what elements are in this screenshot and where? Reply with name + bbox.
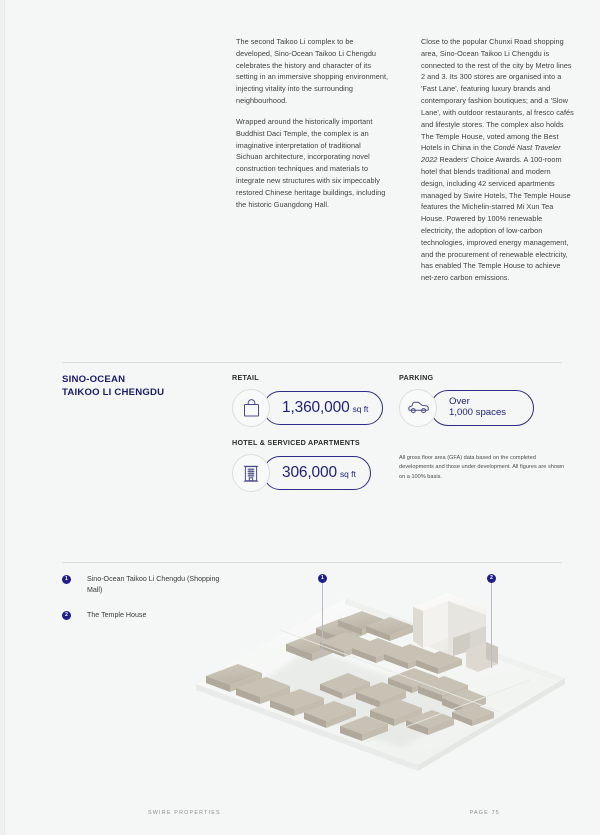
stat-retail-label: RETAIL — [232, 373, 259, 382]
legend-label-1: Sino-Ocean Taikoo Li Chengdu (Shopping Mall) — [87, 575, 220, 595]
stat-parking-pill — [430, 390, 534, 426]
stat-parking-line-1: Over — [449, 396, 470, 408]
footer-company-name: SWIRE PROPERTIES — [148, 810, 221, 816]
intro-paragraph: The second Taikoo Li complex to be developed, Sino-Ocean Taikoo Li Chengdu celebrates the history and character of its setting in an immersive shopping environment, injecting vitality into the surrounding neighbourhood. — [236, 37, 389, 106]
building-icon — [232, 454, 270, 492]
map-pin-1-stem — [322, 583, 323, 657]
stat-hotel-value: 306,000 — [282, 464, 337, 481]
intro-paragraph — [421, 36, 574, 284]
intro-text-part2: Readers' Choice Awards. A 100-room hotel that blends traditional and modern design, including 42 serviced apartments managed by Swire Hotels, The Temple House features the Michelin-starred Mi Xun Tea House. Powered by 100% renewable electricity, the adoption of low-carbon technologies, improved energy management, and the procurement of renewable electricity, has enabled The Temple House to achieve net-zero carbon emissions. — [421, 155, 571, 283]
divider-stats — [62, 362, 562, 363]
gfa-footnote: All gross floor area (GFA) data based on the completed developments and those under development. All figures are shown on a 100% basis. — [399, 455, 565, 480]
project-title-line-1: SINO-OCEAN — [62, 374, 126, 385]
stat-hotel-row — [232, 454, 371, 492]
intro-right-column — [421, 36, 574, 284]
stat-hotel-pill — [263, 456, 371, 490]
stat-hotel-unit: sq ft — [339, 469, 356, 479]
stat-parking-row — [399, 389, 534, 427]
intro-left-column — [236, 36, 389, 284]
stat-retail-unit: sq ft — [352, 404, 369, 414]
intro-text-block — [236, 36, 574, 284]
stat-hotel-label: HOTEL & SERVICED APARTMENTS — [232, 438, 360, 447]
intro-paragraph: Wrapped around the historically important Buddhist Daci Temple, the complex is an imaginative interpretation of traditional Sichuan architecture, incorporating novel construction techniques and materials to integrate new structures with six impeccably restored Chinese heritage buildings, including the historic Guangdong Hall. — [236, 116, 386, 209]
page-spine-line — [4, 0, 5, 835]
footer-page-number: PAGE 75 — [469, 810, 500, 816]
stat-hotel — [232, 438, 371, 492]
stat-parking-line-2: 1,000 spaces — [449, 407, 507, 418]
legend-marker-2: 2 — [62, 611, 71, 620]
stat-retail-value: 1,360,000 — [282, 399, 350, 416]
project-title-line-2: TAIKOO LI CHENGDU — [62, 386, 165, 398]
legend-label-2: The Temple House — [87, 611, 147, 620]
map-pin-1-head: 1 — [318, 574, 327, 583]
stat-retail — [232, 373, 383, 427]
page-title — [62, 374, 222, 399]
stat-parking — [399, 373, 534, 427]
shopping-bag-icon — [232, 389, 270, 427]
page-footer — [148, 810, 500, 816]
car-icon — [399, 389, 437, 427]
stat-retail-row — [232, 389, 383, 427]
map-pin-2-head: 2 — [487, 574, 496, 583]
map-pin-2-stem — [491, 583, 492, 668]
legend-marker-1: 1 — [62, 575, 71, 584]
stat-retail-pill — [263, 391, 383, 425]
intro-text-part1: Close to the popular Chunxi Road shopping area, Sino-Ocean Taikoo Li Chengdu is connected to the rest of the city by Metro lines 2 and 3. Its 300 stores are organised into a 'Fast Lane', featuring luxury brands and contemporary fashion boutiques; and a 'Slow Lane', with outdoor restaurants, al fresco cafés and lifestyle stores. The complex also holds The Temple House, voted among the Best Hotels in China in the — [421, 37, 574, 153]
publication-name: Condé Nast Traveler 2022 — [421, 143, 561, 165]
stat-parking-label: PARKING — [399, 373, 434, 382]
isometric-development-illustration — [170, 560, 590, 805]
